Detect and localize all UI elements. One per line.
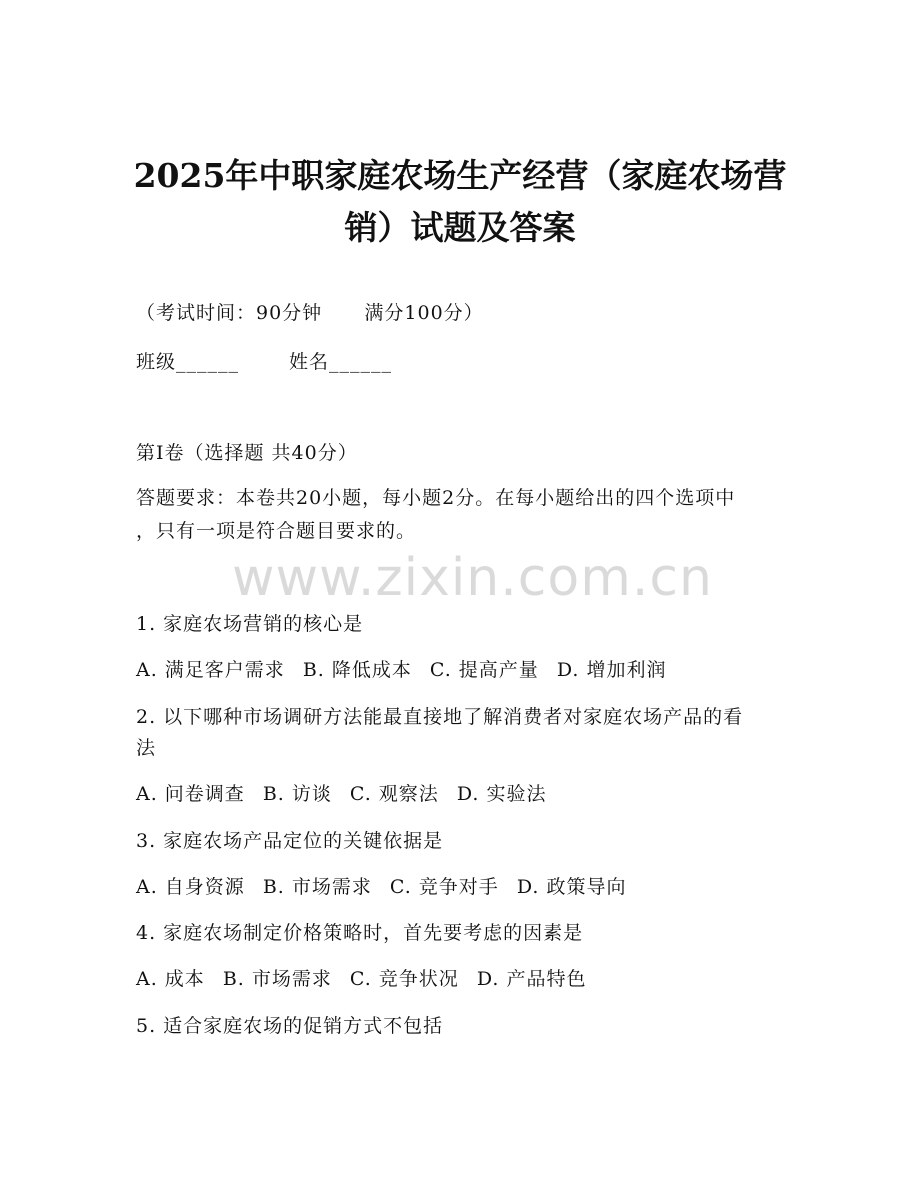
class-field: 班级______ [136, 351, 240, 373]
option-c: C. 提高产量 [429, 659, 539, 681]
name-field: 姓名______ [289, 351, 393, 373]
option-d: D. 政策导向 [516, 876, 627, 898]
question-2-stem: 2. 以下哪种市场调研方法能最直接地了解消费者对家庭农场产品的看 [136, 706, 744, 728]
option-a: A. 满足客户需求 [136, 659, 285, 681]
question-3-options [136, 874, 644, 900]
question-2-options [136, 781, 564, 807]
option-b: B. 市场需求 [222, 968, 332, 990]
question-4-options [136, 966, 604, 992]
question-3-stem: 3. 家庭农场产品定位的关键依据是 [136, 830, 444, 852]
option-b: B. 访谈 [262, 783, 332, 805]
option-c: C. 竞争对手 [389, 876, 499, 898]
option-d: D. 增加利润 [556, 659, 667, 681]
exam-info: （考试时间：90分钟 满分100分） [136, 302, 484, 324]
option-d: D. 实验法 [456, 783, 547, 805]
question-1-stem: 1. 家庭农场营销的核心是 [136, 613, 364, 635]
option-a: A. 成本 [136, 968, 205, 990]
question-4-stem: 4. 家庭农场制定价格策略时，首先要考虑的因素是 [136, 922, 584, 944]
section-heading: 第I卷（选择题 共40分） [136, 442, 358, 464]
student-fields [136, 349, 392, 375]
document-title-line-1: 2025年中职家庭农场生产经营（家庭农场营 [133, 156, 787, 195]
question-5-stem: 5. 适合家庭农场的促销方式不包括 [136, 1015, 444, 1037]
option-b: B. 降低成本 [302, 659, 412, 681]
document-title-line-2: 销）试题及答案 [344, 208, 576, 247]
section-instructions-line-2: ，只有一项是符合题目要求的。 [136, 520, 417, 542]
option-d: D. 产品特色 [476, 968, 587, 990]
option-c: C. 竞争状况 [349, 968, 459, 990]
question-1-options [136, 657, 684, 683]
option-a: A. 问卷调查 [136, 783, 245, 805]
option-a: A. 自身资源 [136, 876, 245, 898]
watermark: www.zixin.com.cn [232, 548, 713, 608]
option-c: C. 观察法 [349, 783, 439, 805]
section-instructions-line-1: 答题要求：本卷共20小题，每小题2分。在每小题给出的四个选项中 [136, 487, 736, 509]
question-2-stem-continued: 法 [136, 737, 157, 759]
option-b: B. 市场需求 [262, 876, 372, 898]
